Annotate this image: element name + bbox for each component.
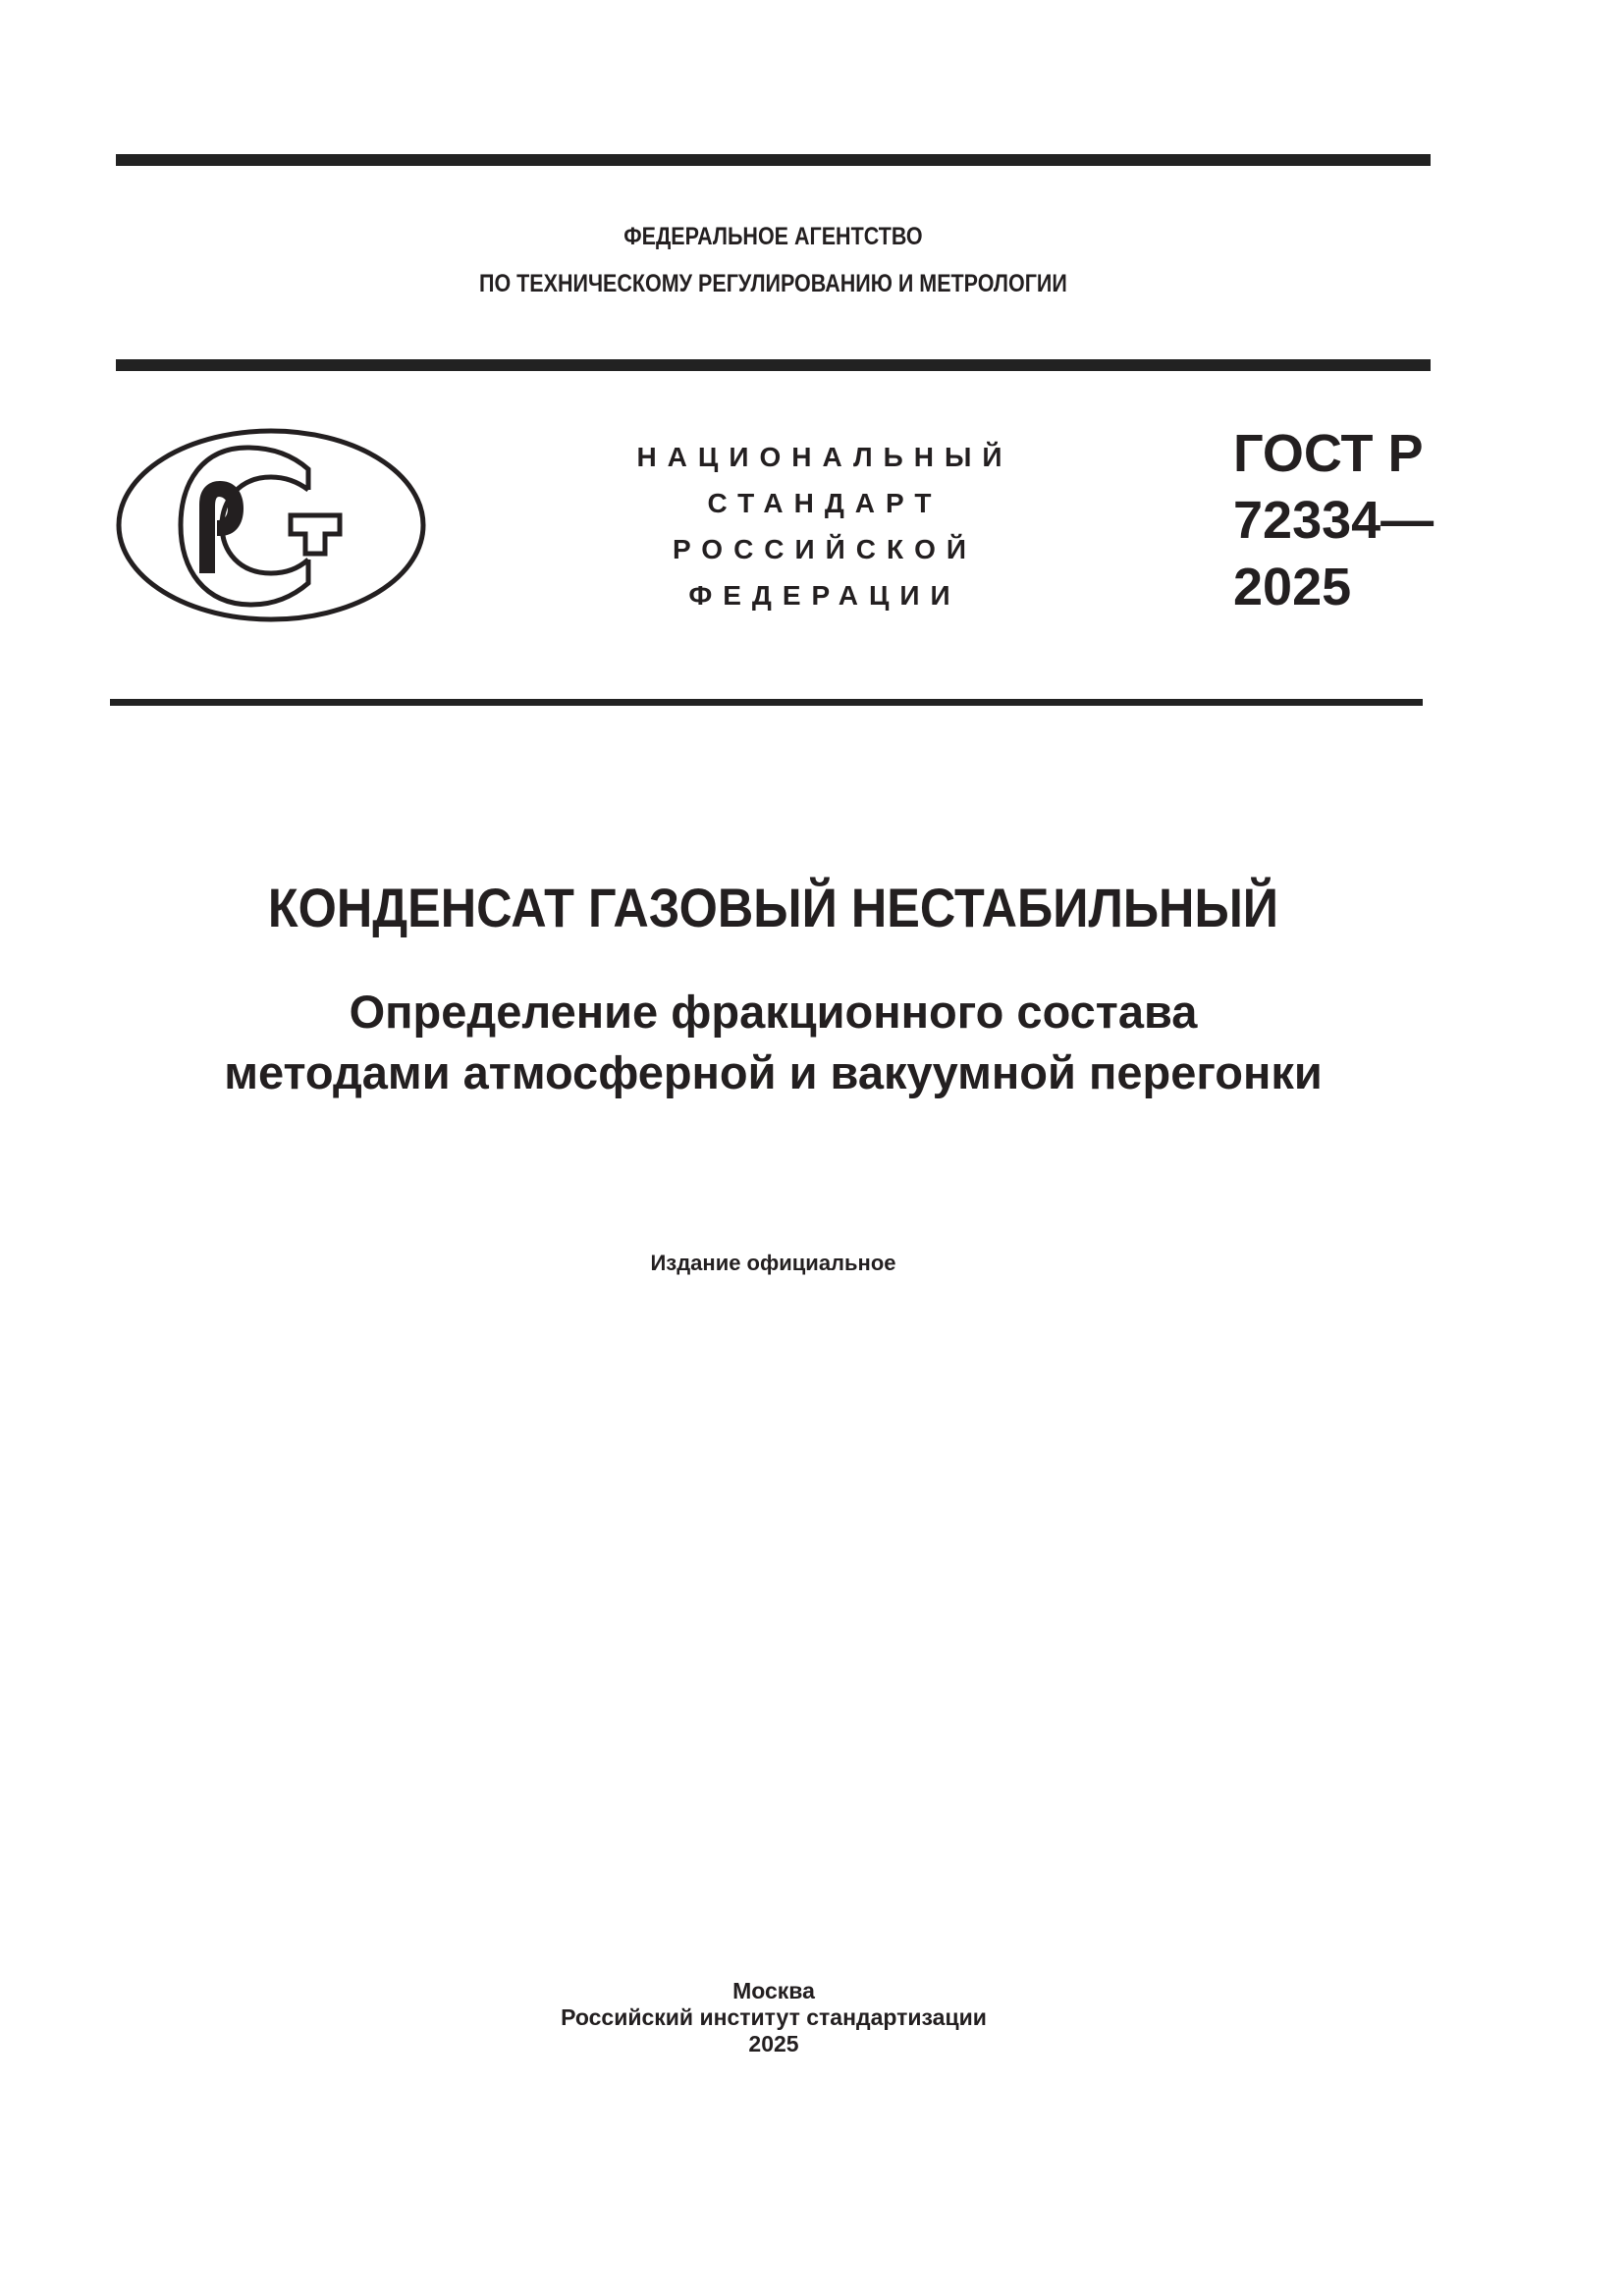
standard-designation <box>1233 420 1434 620</box>
designation-line3: 2025 <box>1233 558 1352 616</box>
standard-type-line: СТАНДАРТ <box>707 488 943 518</box>
designation-line2: 72334— <box>1233 491 1435 550</box>
gost-r-rst-logo-icon <box>114 426 428 624</box>
agency-name-line2: ПО ТЕХНИЧЕСКОМУ РЕГУЛИРОВАНИЮ И МЕТРОЛОГИИ <box>479 270 1067 297</box>
standard-type-line: РОССИЙСКОЙ <box>673 534 977 564</box>
document-title: КОНДЕНСАТ ГАЗОВЫЙ НЕСТАБИЛЬНЫЙ <box>267 877 1279 938</box>
footer-year: 2025 <box>748 2031 799 2056</box>
footer-publisher: Российский институт стандартизации <box>561 2004 987 2030</box>
masthead-bottom-rule <box>110 699 1423 706</box>
designation-line1: ГОСТ Р <box>1233 424 1424 483</box>
agency-bottom-rule <box>116 359 1431 371</box>
footer-city: Москва <box>732 1978 815 2003</box>
document-subtitle-line1: Определение фракционного состава <box>349 986 1198 1038</box>
top-rule <box>116 154 1431 166</box>
standard-type-line: ФЕДЕРАЦИИ <box>688 580 961 611</box>
standard-type-block <box>628 434 1021 618</box>
agency-name-line1: ФЕДЕРАЛЬНОЕ АГЕНТСТВО <box>623 223 923 250</box>
standard-type-line: НАЦИОНАЛЬНЫЙ <box>636 442 1013 472</box>
edition-label: Издание официальное <box>650 1251 896 1275</box>
document-subtitle-line2: методами атмосферной и вакуумной перегонки <box>224 1046 1323 1098</box>
